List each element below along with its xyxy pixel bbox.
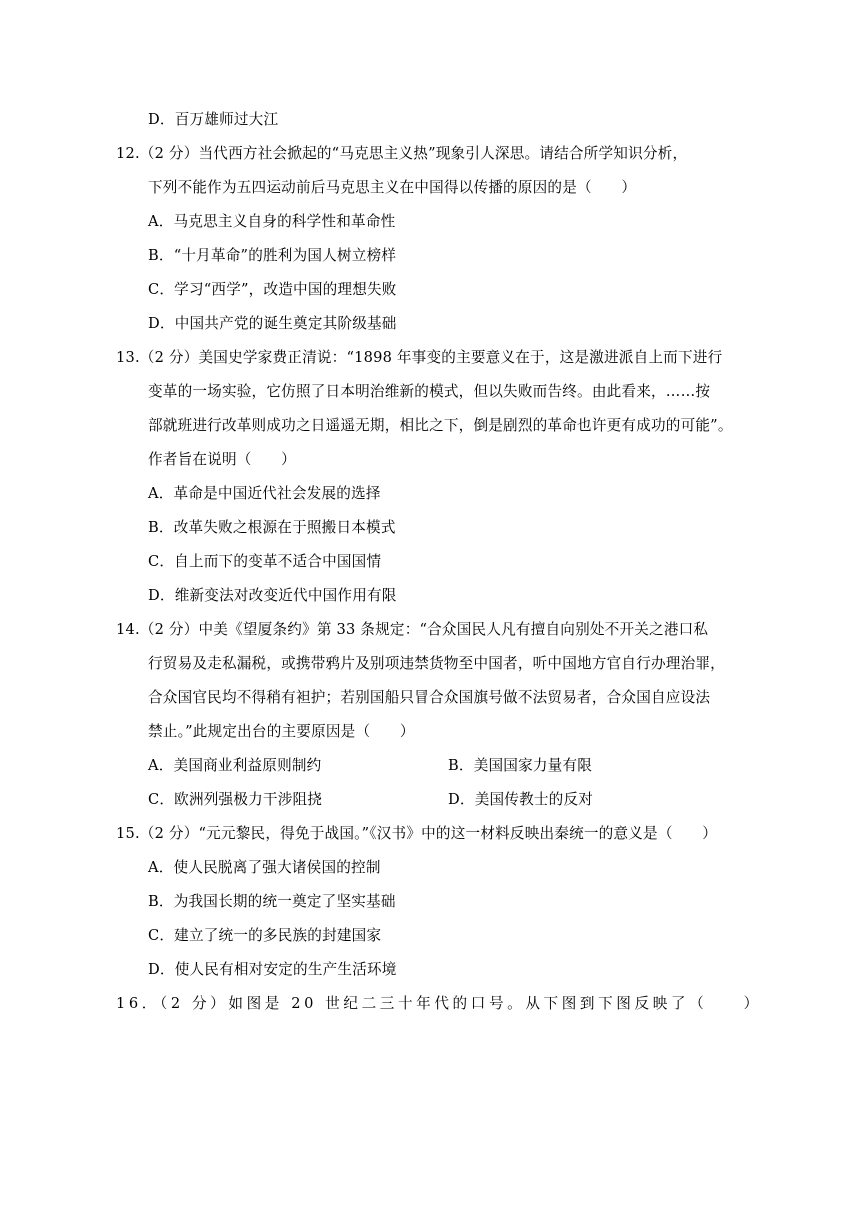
q14-option-b: B．美国国家力量有限	[448, 757, 593, 774]
q14-stem-line-4: 禁止。”此规定出台的主要原因是（ ）	[148, 723, 415, 740]
q14-stem-line-3: 合众国官民均不得稍有袒护；若别国船只冒合众国旗号做不法贸易者，合众国自应设法	[148, 689, 711, 706]
q14-option-a: A．美国商业利益原则制约	[148, 757, 322, 774]
q12-stem-line-2: 下列不能作为五四运动前后马克思主义在中国得以传播的原因的是（ ）	[148, 179, 637, 196]
q14-option-c: C．欧洲列强极力干涉阻挠	[148, 791, 323, 808]
q13-stem-line-4: 作者旨在说明（ ）	[148, 451, 296, 468]
q14-option-d: D．美国传教士的反对	[448, 791, 594, 808]
q14-stem-line-1: 14.（2 分）中美《望厦条约》第 33 条规定：“合众国民人凡有擅自向别处不开关之港口私	[116, 621, 709, 638]
q15-option-b: B．为我国长期的统一奠定了坚实基础	[148, 893, 396, 910]
q14-stem-line-2: 行贸易及走私漏税，或携带鸦片及别项违禁货物至中国者，听中国地方官自行办理治罪，	[148, 655, 725, 672]
q13-option-d: D．维新变法对改变近代中国作用有限	[148, 587, 397, 604]
q15-option-a: A．使人民脱离了强大诸侯国的控制	[148, 859, 381, 876]
q13-stem-line-1: 13.（2 分）美国史学家费正清说：“1898 年事变的主要意义在于，这是激进派自上而下进行	[116, 349, 723, 366]
q12-option-b: B．“十月革命”的胜利为国人树立榜样	[148, 247, 397, 264]
q11-option-d: D．百万雄师过大江	[148, 111, 279, 128]
q12-stem-line-1: 12.（2 分）当代西方社会掀起的“马克思主义热”现象引人深思。请结合所学知识分析，	[116, 145, 688, 162]
q16-stem-line-1: 16．（2 分）如图是 20 世纪二三十年代的口号。从下图到下图反映了（ ）	[116, 995, 762, 1012]
q15-option-c: C．建立了统一的多民族的封建国家	[148, 927, 382, 944]
q12-option-a: A．马克思主义自身的科学性和革命性	[148, 213, 396, 230]
q12-option-d: D．中国共产党的诞生奠定其阶级基础	[148, 315, 397, 332]
q13-stem-line-2: 变革的一场实验，它仿照了日本明治维新的模式，但以失败而告终。由此看来，……按	[148, 383, 711, 400]
q12-option-c: C．学习“西学”，改造中国的理想失败	[148, 281, 397, 298]
q13-option-c: C．自上而下的变革不适合中国国情	[148, 553, 382, 570]
q13-stem-line-3: 部就班进行改革则成功之日遥遥无期，相比之下，倒是剧烈的革命也许更有成功的可能”。	[148, 417, 733, 434]
q15-stem-line-1: 15.（2 分）“元元黎民，得免于战国。”《汉书》中的这一材料反映出秦统一的意义是（ ）	[116, 825, 718, 842]
q15-option-d: D．使人民有相对安定的生产生活环境	[148, 961, 397, 978]
q13-option-b: B．改革失败之根源在于照搬日本模式	[148, 519, 396, 536]
q13-option-a: A．革命是中国近代社会发展的选择	[148, 485, 381, 502]
